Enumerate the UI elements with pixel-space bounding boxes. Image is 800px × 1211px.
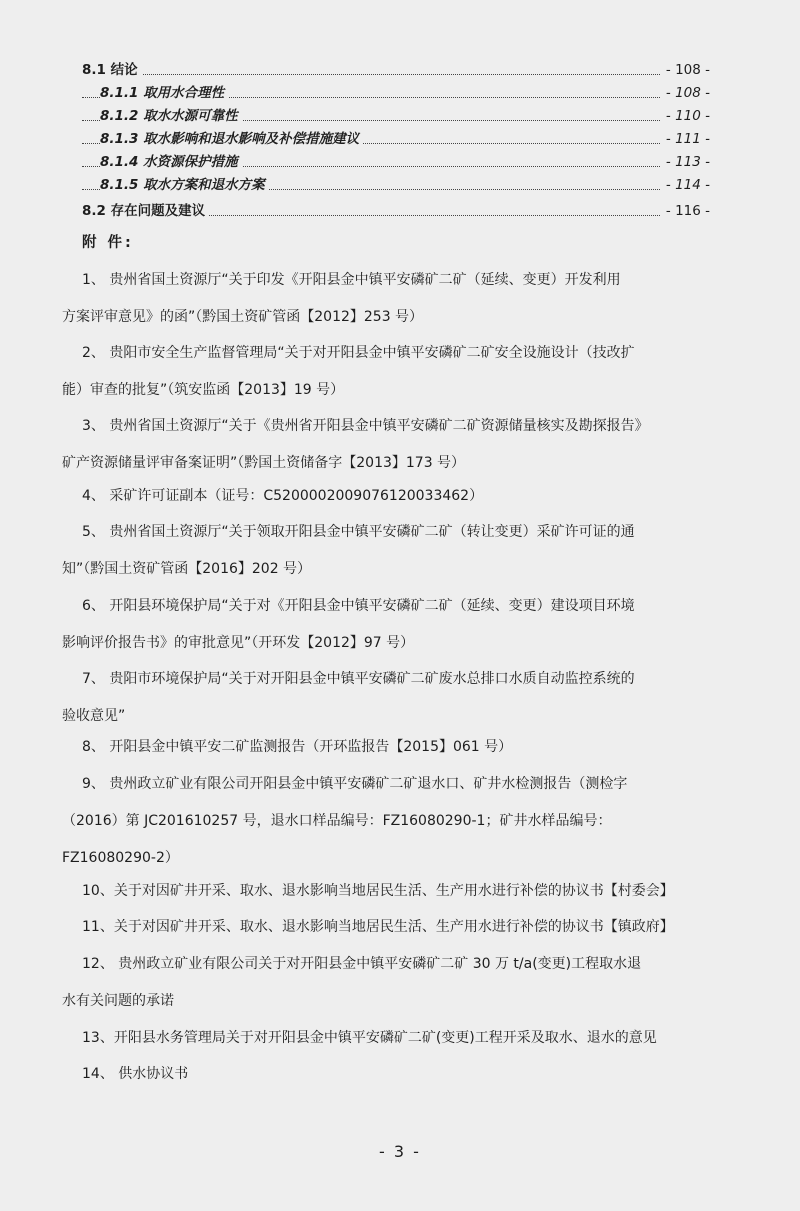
attachment-line: 1、 贵州省国土资源厅“关于印发《开阳县金中镇平安磷矿二矿（延续、变更）开发利用 (82, 272, 621, 288)
toc-entry-page: - 111 - (662, 128, 710, 150)
toc-entry-label: 8.1.4 水资源保护措施 (100, 151, 242, 173)
toc-entry-label: 8.1.3 取水影响和退水影响及补偿措施建议 (100, 128, 363, 150)
attachment-line: 矿产资源储量评审备案证明”（黔国土资储备字【2013】173 号） (62, 455, 466, 471)
toc-entry (0, 151, 800, 173)
attachment-line: 7、 贵阳市环境保护局“关于对开阳县金中镇平安磷矿二矿废水总排口水质自动监控系统的 (82, 671, 635, 687)
toc-entry-label: 8.1.5 取水方案和退水方案 (100, 174, 269, 196)
attachment-line: 11、关于对因矿井开采、取水、退水影响当地居民生活、生产用水进行补偿的协议书【镇政府】 (82, 919, 674, 935)
attachment-line: 方案评审意见》的函”（黔国土资矿管函【2012】253 号） (62, 309, 424, 325)
attachments-heading: 附 件: (82, 235, 134, 251)
attachment-line: （2016）第 JC201610257 号，退水口样品编号：FZ16080290-1；矿井水样品编号： (62, 813, 612, 829)
attachment-line: 9、 贵州政立矿业有限公司开阳县金中镇平安磷矿二矿退水口、矿井水检测报告（测检字 (82, 776, 628, 792)
attachment-line: FZ16080290-2） (62, 850, 179, 866)
toc-entry (0, 82, 800, 104)
attachment-line: 12、 贵州政立矿业有限公司关于对开阳县金中镇平安磷矿二矿 30 万 t/a(变更)工程取水退 (82, 956, 642, 972)
toc-entry-label: 8.1.2 取水水源可靠性 (100, 105, 242, 127)
attachment-line: 5、 贵州省国土资源厅“关于领取开阳县金中镇平安磷矿二矿（转让变更）采矿许可证的通 (82, 524, 635, 540)
toc-entry-page: - 116 - (662, 200, 710, 222)
attachment-line: 水有关问题的承诺 (62, 993, 174, 1009)
attachment-line: 10、关于对因矿井开采、取水、退水影响当地居民生活、生产用水进行补偿的协议书【村委会】 (82, 883, 674, 899)
toc-leader-dots (82, 74, 660, 75)
toc-entry-page: - 114 - (662, 174, 710, 196)
toc-entry (0, 200, 800, 222)
toc-entry-page: - 108 - (662, 59, 710, 81)
attachment-line: 3、 贵州省国土资源厅“关于《贵州省开阳县金中镇平安磷矿二矿资源储量核实及勘探报告》 (82, 418, 649, 434)
attachment-line: 影响评价报告书》的审批意见”（开环发【2012】97 号） (62, 635, 415, 651)
attachment-line: 13、开阳县水务管理局关于对开阳县金中镇平安磷矿二矿(变更)工程开采及取水、退水的意见 (82, 1030, 657, 1046)
attachment-line: 8、 开阳县金中镇平安二矿监测报告（开环监报告【2015】061 号） (82, 739, 513, 755)
toc-entry-page: - 113 - (662, 151, 710, 173)
toc-entry-page: - 110 - (662, 105, 710, 127)
attachment-line: 验收意见” (62, 708, 126, 724)
toc-entry-page: - 108 - (662, 82, 710, 104)
attachment-line: 能）审查的批复”（筑安监函【2013】19 号） (62, 382, 345, 398)
attachment-line: 4、 采矿许可证副本（证号：C5200002009076120033462） (82, 488, 484, 504)
toc-entry-label: 8.1.1 取用水合理性 (100, 82, 228, 104)
attachment-line: 2、 贵阳市安全生产监督管理局“关于对开阳县金中镇平安磷矿二矿安全设施设计（技改扩 (82, 345, 635, 361)
attachment-line: 6、 开阳县环境保护局“关于对《开阳县金中镇平安磷矿二矿（延续、变更）建设项目环境 (82, 598, 635, 614)
attachment-line: 知”（黔国土资矿管函【2016】202 号） (62, 561, 312, 577)
toc-entry (0, 174, 800, 196)
toc-entry (0, 128, 800, 150)
page-number: - 3 - (379, 1142, 421, 1161)
toc-entry-label: 8.1 结论 (82, 59, 142, 81)
toc-entry-label: 8.2 存在问题及建议 (82, 200, 209, 222)
toc-entry (0, 59, 800, 81)
attachment-line: 14、 供水协议书 (82, 1066, 189, 1082)
toc-entry (0, 105, 800, 127)
